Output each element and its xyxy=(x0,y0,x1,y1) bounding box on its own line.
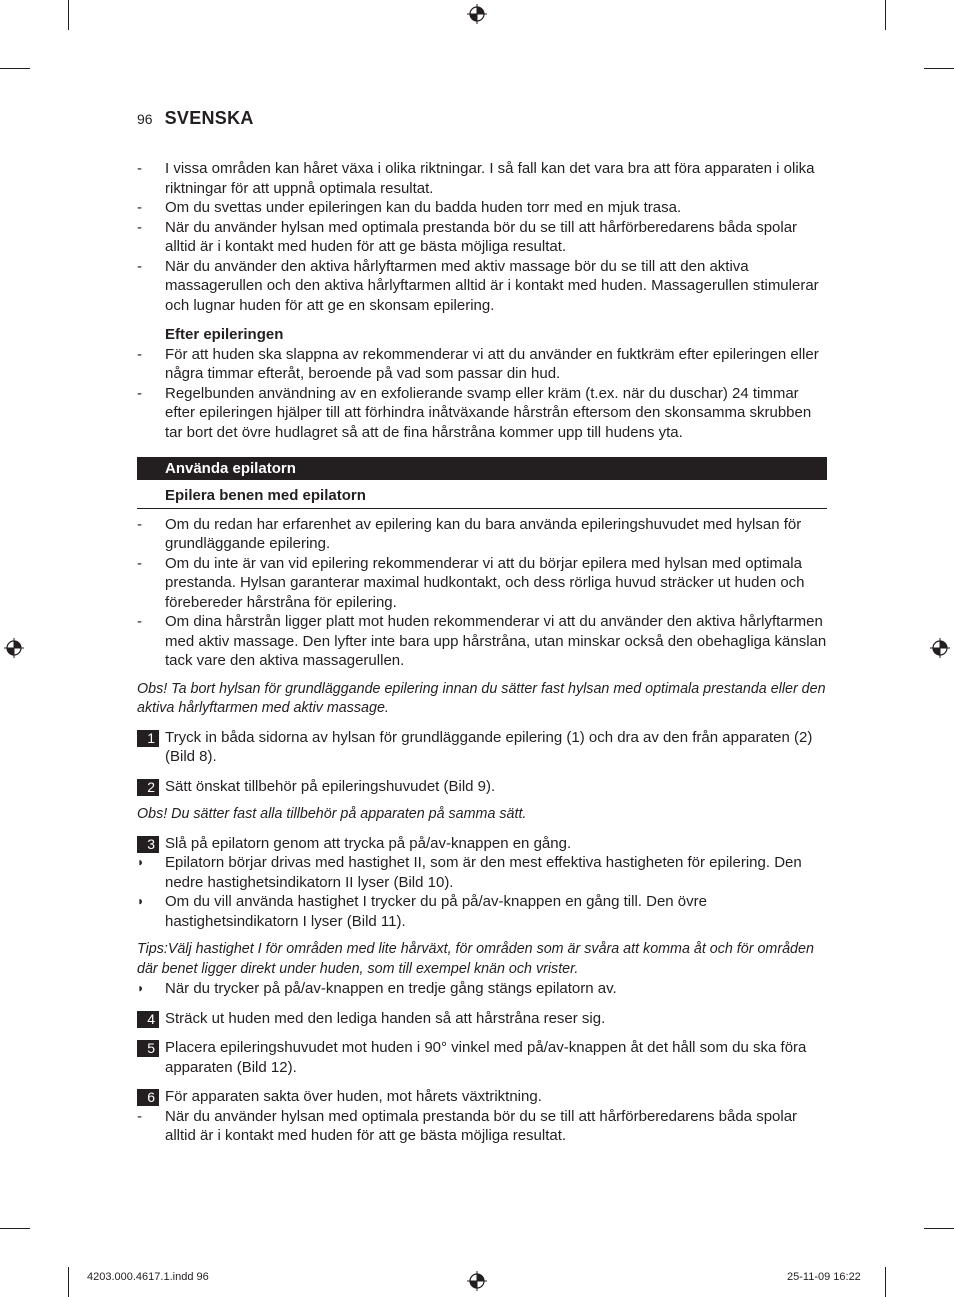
list-item xyxy=(137,384,827,443)
dash-bullet: - xyxy=(137,515,142,533)
result-triangle-icon: ◗ xyxy=(137,981,145,995)
result-item xyxy=(137,853,827,892)
list-item-text: När du använder den aktiva hårlyftarmen med aktiv massage bör du se till att den aktiva massagerullen och den aktiva hårlyftarmen alltid är i kontakt med huden. Massagerullen stimulerar och lugnar huden för att ge en skonsam epilering. xyxy=(165,257,819,314)
page-content xyxy=(137,159,827,1146)
dash-bullet: - xyxy=(137,554,142,572)
list-item xyxy=(137,257,827,316)
after-heading: Efter epileringen xyxy=(165,326,284,343)
registration-mark-icon xyxy=(467,4,487,24)
language-title: SVENSKA xyxy=(164,108,254,128)
crop-mark xyxy=(885,1267,886,1297)
dash-bullet: - xyxy=(137,345,142,363)
dash-bullet: - xyxy=(137,1107,142,1125)
list-item-text: I vissa områden kan håret växa i olika riktningar. I så fall kan det vara bra att föra apparaten i olika riktningar för att uppnå optimala resultat. xyxy=(165,160,815,197)
dash-bullet: - xyxy=(137,384,142,402)
crop-mark xyxy=(68,0,69,30)
result-text: Epilatorn börjar drivas med hastighet II, som är den mest effektiva hastigheten för epilering. Den nedre hastighetsindikatorn II lyser (Bild 10). xyxy=(165,854,802,891)
crop-mark xyxy=(924,68,954,69)
step-number: 5 xyxy=(137,1040,159,1057)
section-subtitle: Epilera benen med epilatorn xyxy=(137,486,827,509)
step-text: Slå på epilatorn genom att trycka på på/av-knappen en gång. xyxy=(165,834,572,852)
footer-date: 25-11-09 16:22 xyxy=(787,1271,861,1283)
result-triangle-icon: ◗ xyxy=(137,894,145,908)
tip-text: Tips:Välj hastighet I för områden med lite hårväxt, för områden som är svåra att komma åt och för områden där benet ligger direkt under huden, som till exempel knän och vrister. xyxy=(137,941,814,977)
dash-bullet: - xyxy=(137,613,142,630)
note-text: Obs! Du sätter fast alla tillbehör på apparaten på samma sätt. xyxy=(137,806,527,822)
list-item xyxy=(137,159,827,198)
step-text: Sätt önskat tillbehör på epileringshuvudet (Bild 9). xyxy=(165,777,496,795)
dash-bullet: - xyxy=(137,199,142,216)
step-3 xyxy=(137,834,827,854)
crop-mark xyxy=(924,1228,954,1229)
list-item xyxy=(137,218,827,257)
step-2 xyxy=(137,777,827,797)
note-text: Obs! Ta bort hylsan för grundläggande epilering innan du sätter fast hylsan med optimala prestanda eller den aktiva hårlyftarmen med aktiv massage. xyxy=(137,680,826,716)
dash-bullet: - xyxy=(137,257,142,275)
result-text: Om du vill använda hastighet I trycker du på på/av-knappen en gång till. Den övre hastighetsindikatorn I lyser (Bild 11). xyxy=(165,893,707,930)
step-6 xyxy=(137,1087,827,1107)
tips-list xyxy=(137,159,827,315)
dash-bullet: - xyxy=(137,160,142,177)
list-item-text: Regelbunden användning av en exfolierande svamp eller kräm (t.ex. när du duschar) 24 timmar efter epileringen hjälper till att förhindra inåtväxande hårstrån eftersom den skonsamma skrubben tar bort det övre hudlagret så att de fina hårstråna kommer upp till hudens yta. xyxy=(165,384,812,441)
registration-mark-icon xyxy=(930,638,950,658)
step-number: 3 xyxy=(137,836,159,853)
step-text: Placera epileringshuvudet mot huden i 90° vinkel med på/av-knappen åt det håll som du ska föra apparaten (Bild 12). xyxy=(165,1039,807,1076)
step-text: Sträck ut huden med den lediga handen så att hårstråna reser sig. xyxy=(165,1009,606,1027)
step-5 xyxy=(137,1038,827,1077)
list-item-text: Om dina hårstrån ligger platt mot huden rekommenderar vi att du använder den aktiva hårlyftarmen med aktiv massage. Den lyfter inte bara upp hårstråna, utan minskar också den obehagliga känslan tack vare den aktiva massagerullen. xyxy=(165,613,827,669)
page-number: 96 xyxy=(137,111,153,127)
list-item xyxy=(137,515,827,554)
list-item-text: För att huden ska slappna av rekommenderar vi att du använder en fuktkräm efter epileringen eller några timmar efteråt, beroende på vad som passar din hud. xyxy=(165,345,819,382)
list-item-text: När du använder hylsan med optimala prestanda bör du se till att hårförberedarens båda spolar alltid är i kontakt med huden för att ge bästa möjliga resultat. xyxy=(165,218,798,255)
step-number: 2 xyxy=(137,779,159,796)
list-item-text: Om du svettas under epileringen kan du badda huden torr med en mjuk trasa. xyxy=(165,199,682,216)
list-item-text: Om du redan har erfarenhet av epilering kan du bara använda epileringshuvudet med hylsan för grundläggande epilering. xyxy=(165,515,802,552)
list-item xyxy=(137,612,827,671)
step-number: 1 xyxy=(137,730,159,747)
step-number: 4 xyxy=(137,1011,159,1028)
step-4 xyxy=(137,1009,827,1029)
crop-mark xyxy=(885,0,886,30)
result-item xyxy=(137,892,827,931)
list-item-text: Om du inte är van vid epilering rekommenderar vi att du börjar epilera med hylsan med optimala prestanda. Hylsan garanterar maximal hudkontakt, och dess rörliga huvud sträcker ut huden och förebereder hårstråna för epilering. xyxy=(165,554,805,611)
crop-mark xyxy=(0,68,30,69)
section-title-bar: Använda epilatorn xyxy=(137,457,827,480)
registration-mark-icon xyxy=(467,1271,487,1291)
crop-mark xyxy=(68,1267,69,1297)
dash-bullet: - xyxy=(137,218,142,236)
result-triangle-icon: ◗ xyxy=(137,855,145,869)
step-number: 6 xyxy=(137,1089,159,1106)
crop-mark xyxy=(0,1228,30,1229)
list-item xyxy=(137,198,827,218)
step-text: För apparaten sakta över huden, mot hårets växtriktning. xyxy=(165,1088,542,1105)
footer-filename: 4203.000.4617.1.indd 96 xyxy=(87,1271,209,1283)
list-item xyxy=(137,554,827,613)
list-item-text: När du använder hylsan med optimala prestanda bör du se till att hårförberedarens båda spolar alltid är i kontakt med huden för att ge bästa möjliga resultat. xyxy=(165,1107,798,1144)
registration-mark-icon xyxy=(4,638,24,658)
page-header xyxy=(137,108,254,129)
step-1 xyxy=(137,728,827,767)
result-text: När du trycker på på/av-knappen en tredje gång stängs epilatorn av. xyxy=(165,980,617,997)
result-item xyxy=(137,979,827,999)
list-item xyxy=(137,345,827,384)
step-text: Tryck in båda sidorna av hylsan för grundläggande epilering (1) och dra av den från apparaten (2) (Bild 8). xyxy=(165,728,813,765)
list-item xyxy=(137,1107,827,1146)
